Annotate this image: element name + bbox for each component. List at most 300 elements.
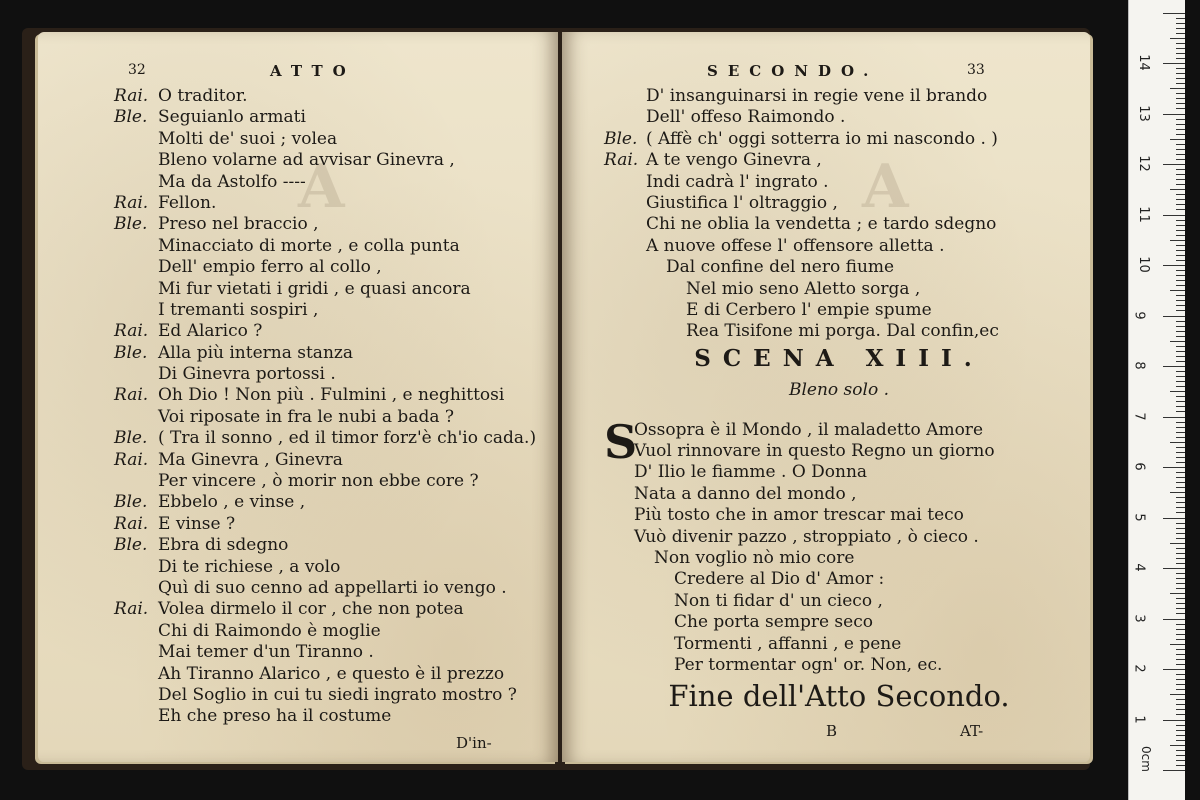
ruler-tick bbox=[1176, 83, 1185, 84]
ruler-tick bbox=[1163, 417, 1185, 418]
ruler-tick bbox=[1176, 199, 1185, 200]
speaker-label: Ble. bbox=[114, 214, 148, 235]
line-text: E di Cerbero l' empie spume bbox=[686, 299, 932, 320]
text-line bbox=[114, 214, 554, 235]
line-text: Mi fur vietati i gridi , e quasi ancora bbox=[158, 278, 471, 299]
ruler-number: 6 bbox=[1131, 462, 1147, 471]
ruler-tick bbox=[1176, 432, 1185, 433]
ruler-tick bbox=[1176, 603, 1185, 604]
ruler-tick bbox=[1176, 285, 1185, 286]
line-text: Nata a danno del mondo , bbox=[634, 483, 857, 504]
ruler-tick bbox=[1176, 528, 1185, 529]
line-text: Per vincere , ò morir non ebbe core ? bbox=[158, 471, 479, 492]
ruler-number: 11 bbox=[1135, 205, 1151, 223]
text-line bbox=[114, 300, 554, 321]
line-text: Eh che preso ha il costume bbox=[158, 706, 392, 727]
ruler-tick bbox=[1176, 406, 1185, 407]
text-line bbox=[114, 364, 554, 385]
ruler-number: 5 bbox=[1131, 512, 1147, 522]
line-text: Ma da Astolfo ---- bbox=[158, 171, 306, 192]
line-text: Molti de' suoi ; volea bbox=[158, 128, 338, 149]
text-line bbox=[114, 321, 554, 342]
ruler-tick bbox=[1176, 699, 1185, 700]
ruler-number: 4 bbox=[1131, 563, 1147, 572]
ruler-tick bbox=[1176, 538, 1185, 539]
ruler-tick bbox=[1176, 548, 1185, 549]
ruler-tick bbox=[1176, 608, 1185, 609]
ruler-tick bbox=[1176, 714, 1185, 715]
ruler-tick bbox=[1176, 280, 1185, 281]
ruler-tick bbox=[1176, 634, 1185, 635]
ruler-tick bbox=[1163, 669, 1185, 670]
ruler-tick bbox=[1163, 13, 1185, 14]
ruler-tick bbox=[1176, 684, 1185, 685]
act-end-title: Fine dell'Atto Secondo. bbox=[668, 679, 1010, 714]
ruler-tick bbox=[1176, 260, 1185, 261]
line-text: Ebra di sdegno bbox=[158, 535, 289, 556]
ruler-tick bbox=[1170, 745, 1185, 746]
ruler-tick bbox=[1176, 310, 1185, 311]
text-line bbox=[604, 462, 1074, 483]
ruler-tick bbox=[1176, 225, 1185, 226]
line-text: Alla più interna stanza bbox=[158, 342, 353, 363]
ruler-tick bbox=[1176, 613, 1185, 614]
text-line bbox=[114, 599, 554, 620]
line-text: Tormenti , affanni , e pene bbox=[674, 633, 902, 654]
ruler-tick bbox=[1176, 381, 1185, 382]
ruler-tick bbox=[1176, 578, 1185, 579]
ruler-tick bbox=[1176, 639, 1185, 640]
text-line bbox=[114, 172, 554, 193]
ruler-tick bbox=[1176, 396, 1185, 397]
text-line bbox=[114, 685, 554, 706]
ruler-tick bbox=[1170, 593, 1185, 594]
ruler-tick bbox=[1176, 68, 1185, 69]
speaker-label: Rai. bbox=[604, 150, 639, 171]
ruler-tick bbox=[1176, 674, 1185, 675]
ruler-tick bbox=[1176, 124, 1185, 125]
ruler-tick bbox=[1170, 644, 1185, 645]
ruler-tick bbox=[1176, 472, 1185, 473]
ruler-tick bbox=[1163, 366, 1185, 367]
line-text: Vuò divenir pazzo , stroppiato , ò cieco . bbox=[634, 526, 979, 547]
ruler-tick bbox=[1176, 154, 1185, 155]
ruler-tick bbox=[1176, 73, 1185, 74]
ruler-tick bbox=[1176, 43, 1185, 44]
text-line bbox=[114, 642, 554, 663]
text-line bbox=[604, 86, 1074, 107]
line-text: Rea Tisifone mi porga. Dal confin,ec bbox=[686, 321, 999, 342]
show-through-text: A bbox=[862, 152, 929, 222]
ruler-tick bbox=[1176, 689, 1185, 690]
ruler-tick bbox=[1176, 477, 1185, 478]
line-text: Non voglio nò mio core bbox=[654, 548, 855, 569]
ruler-tick bbox=[1163, 265, 1185, 266]
ruler-tick bbox=[1163, 114, 1185, 115]
ruler-tick bbox=[1176, 103, 1185, 104]
scene-title: SCENA XIII. bbox=[694, 344, 984, 372]
line-text: Dell' empio ferro al collo , bbox=[158, 257, 382, 278]
ruler-tick bbox=[1170, 88, 1185, 89]
text-line bbox=[604, 300, 1074, 321]
ruler-tick bbox=[1176, 255, 1185, 256]
text-line bbox=[604, 129, 1074, 150]
ruler-tick bbox=[1163, 518, 1185, 519]
line-text: Mai temer d'un Tiranno . bbox=[158, 642, 374, 663]
ruler-tick bbox=[1163, 720, 1185, 721]
ruler-tick bbox=[1176, 629, 1185, 630]
dialogue-lines bbox=[604, 86, 1074, 343]
text-line bbox=[114, 279, 554, 300]
line-text: Bleno volarne ad avvisar Ginevra , bbox=[158, 150, 455, 171]
text-line bbox=[114, 514, 554, 535]
line-text: Chi di Raimondo è moglie bbox=[158, 620, 381, 641]
ruler-number: 7 bbox=[1131, 411, 1147, 421]
speaker-label: Rai. bbox=[114, 321, 149, 342]
line-text: Fellon. bbox=[158, 192, 217, 213]
ruler-tick bbox=[1176, 664, 1185, 665]
show-through-text: A bbox=[298, 152, 365, 222]
ruler-tick bbox=[1170, 492, 1185, 493]
left-page bbox=[38, 32, 558, 762]
ruler-number: 8 bbox=[1131, 361, 1147, 370]
line-text: Dell' offeso Raimondo . bbox=[646, 107, 846, 128]
ruler-tick bbox=[1176, 376, 1185, 377]
ruler-tick bbox=[1176, 356, 1185, 357]
ruler-tick bbox=[1176, 401, 1185, 402]
line-text: Credere al Dio d' Amor : bbox=[674, 569, 885, 590]
text-line bbox=[114, 385, 554, 406]
ruler-tick bbox=[1176, 331, 1185, 332]
line-text: D' insanguinarsi in regie vene il brando bbox=[646, 86, 988, 106]
ruler-tick bbox=[1176, 386, 1185, 387]
text-line bbox=[604, 548, 1074, 569]
ruler-tick bbox=[1176, 23, 1185, 24]
monologue-lines bbox=[604, 441, 1074, 676]
ruler-number: 9 bbox=[1131, 310, 1147, 320]
dialogue-lines bbox=[114, 86, 554, 728]
text-line bbox=[604, 321, 1074, 342]
line-text: Volea dirmelo il cor , che non potea bbox=[158, 599, 464, 620]
ruler-tick bbox=[1176, 245, 1185, 246]
ruler-tick bbox=[1176, 321, 1185, 322]
running-header: ATTO bbox=[270, 62, 356, 80]
text-line bbox=[114, 706, 554, 727]
line-text: Chi ne oblia la vendetta ; e tardo sdegno bbox=[646, 214, 997, 235]
ruler-tick bbox=[1176, 129, 1185, 130]
ruler-tick bbox=[1176, 573, 1185, 574]
ruler-tick bbox=[1176, 305, 1185, 306]
text-line bbox=[604, 193, 1074, 214]
line-text: Non ti fidar d' un cieco , bbox=[674, 590, 883, 611]
ruler-tick bbox=[1176, 33, 1185, 34]
ruler-tick bbox=[1176, 583, 1185, 584]
ruler-tick bbox=[1176, 336, 1185, 337]
ruler-tick bbox=[1176, 93, 1185, 94]
ruler-tick bbox=[1176, 300, 1185, 301]
line-text: Che porta sempre seco bbox=[674, 612, 873, 633]
ruler-tick bbox=[1176, 730, 1185, 731]
line-text: Ah Tiranno Alarico , e questo è il prezzo bbox=[158, 663, 505, 684]
ruler-tick bbox=[1176, 523, 1185, 524]
line-text: Di Ginevra portossi . bbox=[158, 364, 336, 385]
text-line bbox=[604, 150, 1074, 171]
ruler-tick bbox=[1176, 295, 1185, 296]
catchword: AT- bbox=[960, 722, 984, 740]
ruler-tick bbox=[1176, 250, 1185, 251]
ruler-tick bbox=[1176, 98, 1185, 99]
drop-capital: S bbox=[604, 414, 638, 469]
ruler-tick bbox=[1176, 553, 1185, 554]
ruler-tick bbox=[1170, 694, 1185, 695]
speaker-label: Rai. bbox=[114, 385, 149, 406]
ruler-tick bbox=[1176, 679, 1185, 680]
ruler-tick bbox=[1163, 770, 1185, 771]
line-text: Ma Ginevra , Ginevra bbox=[158, 449, 343, 470]
ruler-tick bbox=[1176, 18, 1185, 19]
ruler-tick bbox=[1176, 108, 1185, 109]
speaker-label: Rai. bbox=[114, 86, 149, 106]
ruler-tick bbox=[1170, 442, 1185, 443]
ruler-tick bbox=[1176, 179, 1185, 180]
ruler-tick bbox=[1176, 371, 1185, 372]
ruler-tick bbox=[1176, 204, 1185, 205]
line-text: O traditor. bbox=[158, 86, 248, 106]
ruler-number: 2 bbox=[1131, 664, 1147, 673]
ruler-tick bbox=[1176, 452, 1185, 453]
scene-subtitle: Bleno solo . bbox=[788, 379, 890, 400]
ruler-tick bbox=[1176, 28, 1185, 29]
text-line bbox=[604, 214, 1074, 235]
ruler-tick bbox=[1176, 502, 1185, 503]
running-header: SECONDO. bbox=[707, 62, 879, 80]
text-line bbox=[114, 193, 554, 214]
line-text: Ebbelo , e vinse , bbox=[158, 492, 306, 513]
catchword: D'in- bbox=[456, 734, 492, 752]
ruler-tick bbox=[1176, 750, 1185, 751]
right-page bbox=[562, 32, 1090, 762]
ruler-tick bbox=[1176, 346, 1185, 347]
text-line bbox=[604, 441, 1074, 462]
speaker-label: Ble. bbox=[114, 428, 148, 449]
ruler-tick bbox=[1176, 588, 1185, 589]
ruler-tick bbox=[1176, 497, 1185, 498]
line-text: Quì di suo cenno ad appellarti io vengo . bbox=[158, 577, 507, 598]
line-text: Seguianlo armati bbox=[158, 107, 306, 128]
ruler-tick bbox=[1176, 78, 1185, 79]
text-line bbox=[114, 664, 554, 685]
ruler-number: 3 bbox=[1131, 613, 1147, 623]
text-line bbox=[114, 236, 554, 257]
ruler-tick bbox=[1176, 482, 1185, 483]
line-text: D' Ilio le fiamme . O Donna bbox=[634, 462, 868, 483]
text-line bbox=[604, 612, 1074, 633]
speaker-label: Ble. bbox=[114, 535, 148, 556]
text-line bbox=[114, 428, 554, 449]
ruler-tick bbox=[1176, 735, 1185, 736]
line-text: Dal confine del nero fiume bbox=[666, 257, 895, 278]
ruler-tick bbox=[1170, 240, 1185, 241]
speaker-label: Ble. bbox=[114, 342, 148, 363]
ruler-tick bbox=[1176, 512, 1185, 513]
ruler-tick bbox=[1163, 568, 1185, 569]
speaker-label: Rai. bbox=[114, 513, 149, 534]
ruler-tick bbox=[1176, 144, 1185, 145]
ruler-tick bbox=[1176, 220, 1185, 221]
text-line bbox=[604, 484, 1074, 505]
ruler-tick bbox=[1176, 235, 1185, 236]
ruler-tick bbox=[1176, 654, 1185, 655]
ruler-tick bbox=[1176, 275, 1185, 276]
ruler-tick bbox=[1176, 326, 1185, 327]
ruler-tick bbox=[1163, 316, 1185, 317]
ruler-tick bbox=[1176, 230, 1185, 231]
line-text: Del Soglio in cui tu siedi ingrato mostro ? bbox=[158, 684, 517, 705]
ruler-tick bbox=[1170, 139, 1185, 140]
ruler-tick bbox=[1176, 755, 1185, 756]
ruler-tick bbox=[1176, 649, 1185, 650]
ruler-tick bbox=[1176, 725, 1185, 726]
line-text: Minacciato di morte , e colla punta bbox=[158, 235, 460, 256]
dialogue-section bbox=[604, 86, 1074, 724]
line-text: Per tormentar ogn' or. Non, ec. bbox=[674, 654, 943, 675]
text-line bbox=[604, 505, 1074, 526]
page-number: 32 bbox=[128, 62, 146, 78]
ruler-number: 14 bbox=[1135, 54, 1151, 71]
line-text: E vinse ? bbox=[158, 513, 236, 534]
ruler-tick bbox=[1176, 422, 1185, 423]
scene-monologue bbox=[604, 414, 1074, 677]
ruler-tick bbox=[1170, 290, 1185, 291]
line-text: Nel mio seno Aletto sorga , bbox=[686, 278, 921, 299]
line-text: Ed Alarico ? bbox=[158, 321, 263, 342]
measuring-ruler bbox=[1128, 0, 1185, 800]
text-line bbox=[114, 621, 554, 642]
ruler-tick bbox=[1176, 598, 1185, 599]
ruler-number: 13 bbox=[1135, 104, 1151, 122]
ruler-tick bbox=[1176, 558, 1185, 559]
text-line bbox=[604, 172, 1074, 193]
line-text: Indi cadrà l' ingrato . bbox=[646, 171, 829, 192]
text-line bbox=[114, 407, 554, 428]
text-line bbox=[114, 535, 554, 556]
ruler-tick bbox=[1176, 507, 1185, 508]
ruler-tick bbox=[1176, 48, 1185, 49]
ruler-tick bbox=[1176, 174, 1185, 175]
line-text: Preso nel braccio , bbox=[158, 214, 319, 235]
text-line bbox=[604, 569, 1074, 590]
text-line bbox=[114, 107, 554, 128]
ruler-tick bbox=[1176, 563, 1185, 564]
ruler-tick bbox=[1170, 341, 1185, 342]
text-line bbox=[604, 527, 1074, 548]
ruler-tick bbox=[1176, 624, 1185, 625]
ruler-number: 12 bbox=[1135, 155, 1151, 172]
ruler-tick bbox=[1176, 361, 1185, 362]
ruler-number: 1 bbox=[1131, 714, 1147, 724]
ruler-tick bbox=[1176, 709, 1185, 710]
speaker-label: Rai. bbox=[114, 192, 149, 213]
ruler-tick bbox=[1176, 760, 1185, 761]
line-text: A nuove offese l' offensore alletta . bbox=[646, 235, 945, 256]
text-line bbox=[114, 557, 554, 578]
ruler-tick bbox=[1170, 543, 1185, 544]
ruler-tick bbox=[1170, 38, 1185, 39]
speaker-label: Ble. bbox=[604, 128, 638, 149]
ruler-tick bbox=[1163, 164, 1185, 165]
ruler-tick bbox=[1176, 209, 1185, 210]
ruler-tick bbox=[1176, 149, 1185, 150]
ruler-tick bbox=[1176, 270, 1185, 271]
text-line bbox=[114, 129, 554, 150]
ruler-tick bbox=[1176, 427, 1185, 428]
text-line bbox=[604, 634, 1074, 655]
line-text: Oh Dio ! Non più . Fulmini , e neghittosi bbox=[158, 385, 505, 406]
monologue-line: Ossopra è il Mondo , il maladetto Amore bbox=[634, 419, 983, 440]
ruler-tick bbox=[1176, 765, 1185, 766]
text-line bbox=[114, 492, 554, 513]
ruler-tick bbox=[1170, 189, 1185, 190]
text-line bbox=[604, 236, 1074, 257]
ruler-tick bbox=[1176, 53, 1185, 54]
page-number: 33 bbox=[967, 62, 985, 78]
ruler-tick bbox=[1163, 63, 1185, 64]
speaker-label: Ble. bbox=[114, 107, 148, 128]
speaker-label: Rai. bbox=[114, 599, 149, 620]
line-text: Di te richiese , a volo bbox=[158, 556, 341, 577]
ruler-tick bbox=[1176, 159, 1185, 160]
line-text: Giustifica l' oltraggio , bbox=[646, 192, 838, 213]
signature-mark: B bbox=[826, 722, 838, 740]
ruler-tick bbox=[1176, 659, 1185, 660]
line-text: Più tosto che in amor trescar mai teco bbox=[634, 505, 964, 526]
line-text: ( Affè ch' oggi sotterra io mi nascondo . ) bbox=[646, 128, 998, 149]
text-line bbox=[114, 450, 554, 471]
ruler-tick bbox=[1176, 437, 1185, 438]
speaker-label: Ble. bbox=[114, 492, 148, 513]
ruler-tick bbox=[1176, 457, 1185, 458]
ruler-tick bbox=[1176, 411, 1185, 412]
ruler-tick bbox=[1176, 462, 1185, 463]
text-line bbox=[604, 279, 1074, 300]
line-text: I tremanti sospiri , bbox=[158, 299, 319, 320]
ruler-tick bbox=[1170, 391, 1185, 392]
line-text: A te vengo Ginevra , bbox=[646, 150, 822, 171]
ruler-tick bbox=[1176, 194, 1185, 195]
ruler-unit: 0cm bbox=[1138, 746, 1153, 772]
ruler-tick bbox=[1176, 487, 1185, 488]
ruler-tick bbox=[1176, 134, 1185, 135]
ruler-tick bbox=[1176, 704, 1185, 705]
text-line bbox=[114, 578, 554, 599]
ruler-tick bbox=[1163, 215, 1185, 216]
ruler-tick bbox=[1163, 467, 1185, 468]
ruler-tick bbox=[1176, 184, 1185, 185]
ruler-tick bbox=[1176, 169, 1185, 170]
line-text: Vuol rinnovare in questo Regno un giorno bbox=[634, 441, 995, 462]
text-line bbox=[114, 343, 554, 364]
ruler-tick bbox=[1176, 351, 1185, 352]
ruler-tick bbox=[1176, 447, 1185, 448]
text-line bbox=[604, 257, 1074, 278]
text-line bbox=[114, 471, 554, 492]
ruler-tick bbox=[1176, 119, 1185, 120]
ruler-number: 10 bbox=[1135, 256, 1151, 273]
text-line bbox=[604, 107, 1074, 128]
ruler-tick bbox=[1176, 740, 1185, 741]
text-line bbox=[604, 591, 1074, 612]
ruler-tick bbox=[1176, 533, 1185, 534]
